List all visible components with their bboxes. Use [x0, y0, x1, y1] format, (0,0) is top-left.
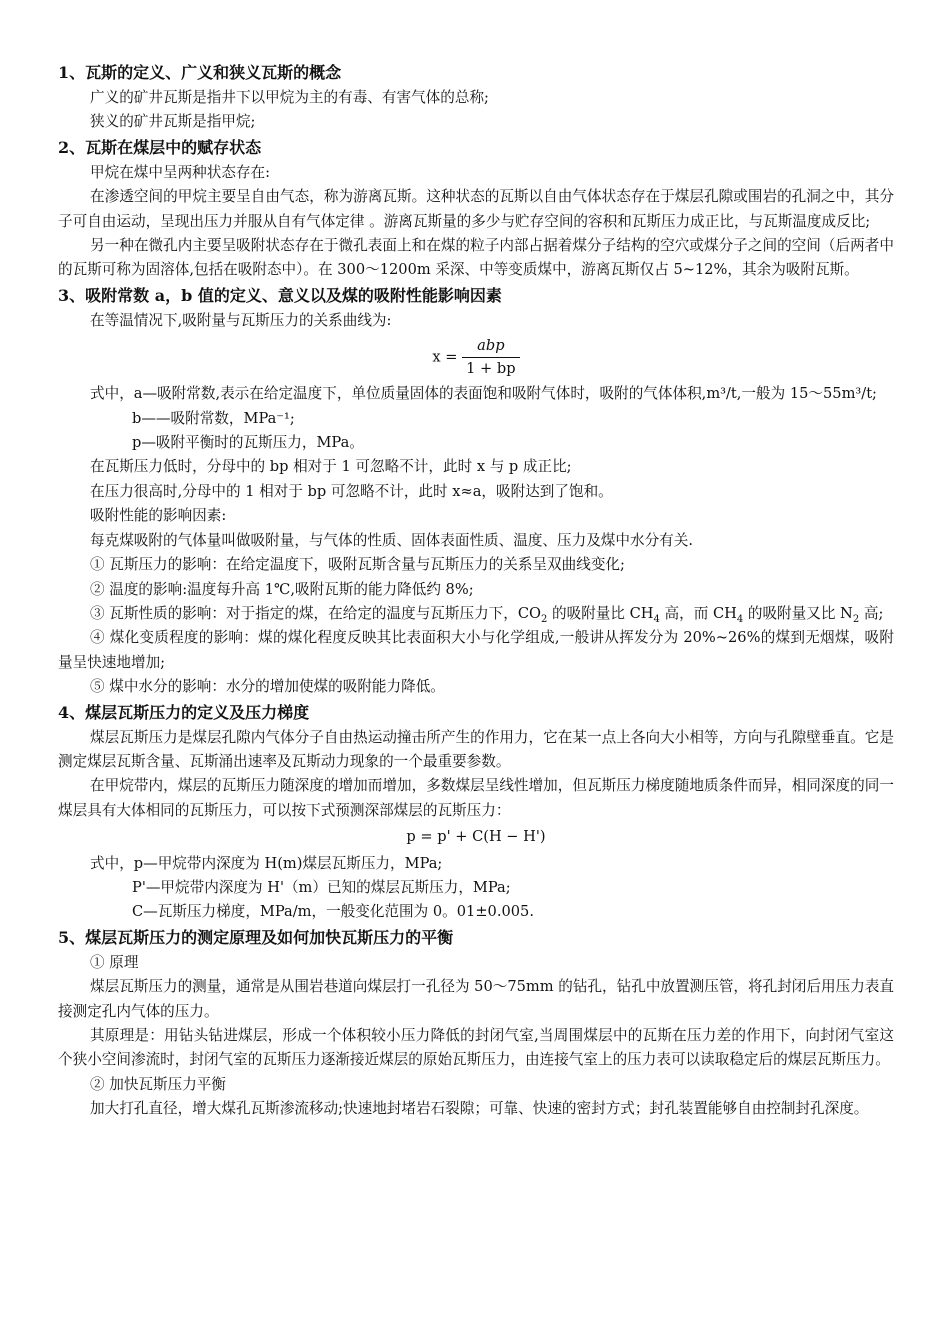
section-4-para: 煤层瓦斯压力是煤层孔隙内气体分子自由热运动撞击所产生的作用力，它在某一点上各向大小相等，方向与孔隙壁垂直。它是测定煤层瓦斯含量、瓦斯涌出速率及瓦斯动力现象的一个最重要参数。 — [58, 728, 894, 770]
section-1-para: 狭义的矿井瓦斯是指甲烷; — [90, 113, 256, 131]
section-2-para: 在渗透空间的甲烷主要呈自由气态，称为游离瓦斯。这种状态的瓦斯以自由气体状态存在于煤层孔隙或围岩的孔洞之中，其分子可自由运动，呈现出压力并服从自有气体定律 。游离瓦斯量的多少与贮存空间的容积和瓦斯压力成正比，与瓦斯温度成反比; — [58, 188, 894, 230]
section-3-para: 每克煤吸附的气体量叫做吸附量，与气体的性质、固体表面性质、温度、压力及煤中水分有关. — [90, 531, 693, 549]
formula-numerator: abp — [462, 335, 519, 358]
section-5-para: 加大打孔直径，增大煤孔瓦斯渗流移动;快速地封堵岩石裂隙；可靠、快速的密封方式；封孔装置能够自由控制封孔深度。 — [90, 1100, 869, 1118]
section-5-para: ① 原理 — [90, 953, 139, 971]
section-2-para: 另一种在微孔内主要呈吸附状态存在于微孔表面上和在煤的粒子内部占据着煤分子结构的空穴或煤分子之间的空间（后两者中的瓦斯可称为固溶体,包括在吸附态中）。在 300～1200m 采深、中等变质煤中，游离瓦斯仅占 5~12%，其余为吸附瓦斯。 — [58, 237, 894, 279]
section-5-para: ② 加快瓦斯压力平衡 — [90, 1075, 226, 1093]
section-3-para: ① 瓦斯压力的影响：在给定温度下，吸附瓦斯含量与瓦斯压力的关系呈双曲线变化; — [90, 556, 625, 574]
formula-denominator: 1 + bp — [466, 360, 516, 378]
section-1-title: 1、瓦斯的定义、广义和狭义瓦斯的概念 — [58, 63, 342, 82]
section-3-para: 吸附性能的影响因素: — [90, 507, 227, 525]
section-5-title: 5、煤层瓦斯压力的测定原理及如何加快瓦斯压力的平衡 — [58, 927, 454, 947]
formula-fraction — [462, 335, 519, 380]
section-3-para: ⑤ 煤中水分的影响：水分的增加使煤的吸附能力降低。 — [90, 678, 445, 696]
section-4-para: 在甲烷带内，煤层的瓦斯压力随深度的增加而增加，多数煤层呈线性增加，但瓦斯压力梯度随地质条件而异，相同深度的同一煤层具有大体相同的瓦斯压力，可以按下式预测深部煤层的瓦斯压力： — [58, 777, 894, 819]
section-4-para: P'—甲烷带内深度为 H'（m）已知的煤层瓦斯压力，MPa; — [132, 878, 511, 896]
section-3-para: b——吸附常数，MPa⁻¹; — [132, 409, 295, 427]
section-3-para: ③ 瓦斯性质的影响：对于指定的煤，在给定的温度与瓦斯压力下，$CO_2$ 的吸附量比 $CH_4$ 高，而 $CH_4$ 的吸附量又比 $N_2$ 高; — [90, 604, 884, 625]
document-page — [58, 60, 894, 1122]
section-3-para: ② 温度的影响:温度每升高 1℃,吸附瓦斯的能力降低约 8%; — [90, 580, 474, 598]
section-5-para: 其原理是：用钻头钻进煤层，形成一个体积较小压力降低的封闭气室,当周围煤层中的瓦斯在压力差的作用下，向封闭气室这个狭小空间渗流时，封闭气室的瓦斯压力逐渐接近煤层的原始瓦斯压力，由连接气室上的压力表可以读取稳定后的煤层瓦斯压力。 — [58, 1027, 894, 1069]
section-3-para: 在压力很高时,分母中的 1 相对于 bp 可忽略不计，此时 x≈a，吸附达到了饱和。 — [90, 482, 613, 500]
section-4-title: 4、煤层瓦斯压力的定义及压力梯度 — [58, 702, 310, 722]
pressure-formula: p = p' + C(H − H') — [406, 828, 546, 846]
section-1-para: 广义的矿井瓦斯是指井下以甲烷为主的有毒、有害气体的总称; — [90, 89, 489, 106]
section-3-title: 3、吸附常数 a，b 值的定义、意义以及煤的吸附性能影响因素 — [58, 285, 502, 305]
section-4-para: 式中，p—甲烷带内深度为 H(m)煤层瓦斯压力，MPa; — [90, 854, 443, 872]
section-3-para: 在等温情况下,吸附量与瓦斯压力的关系曲线为: — [90, 311, 392, 329]
section-3-para: 式中，a—吸附常数,表示在给定温度下，单位质量固体的表面饱和吸附气体时，吸附的气体体积,m³/t,一般为 15～55m³/t; — [90, 385, 877, 403]
section-5-para: 煤层瓦斯压力的测量，通常是从围岩巷道向煤层打一孔径为 50～75mm 的钻孔，钻孔中放置测压管，将孔封闭后用压力表直接测定孔内气体的压力。 — [58, 978, 894, 1020]
adsorption-formula — [58, 335, 894, 380]
section-3-para: p—吸附平衡时的瓦斯压力，MPa。 — [132, 434, 364, 452]
section-4-para: C—瓦斯压力梯度，MPa/m，一般变化范围为 0。01±0.005. — [132, 903, 534, 921]
formula-lhs: x = — [432, 348, 458, 366]
section-3-para: 在瓦斯压力低时，分母中的 bp 相对于 1 可忽略不计，此时 x 与 p 成正比; — [90, 458, 572, 476]
section-3-para: ④ 煤化变质程度的影响：煤的煤化程度反映其比表面积大小与化学组成,一般讲从挥发分为 20%~26%的煤到无烟煤，吸附量呈快速地增加; — [58, 629, 894, 671]
section-2-title: 2、瓦斯在煤层中的赋存状态 — [58, 137, 262, 157]
section-2-para: 甲烷在煤中呈两种状态存在: — [90, 163, 271, 181]
